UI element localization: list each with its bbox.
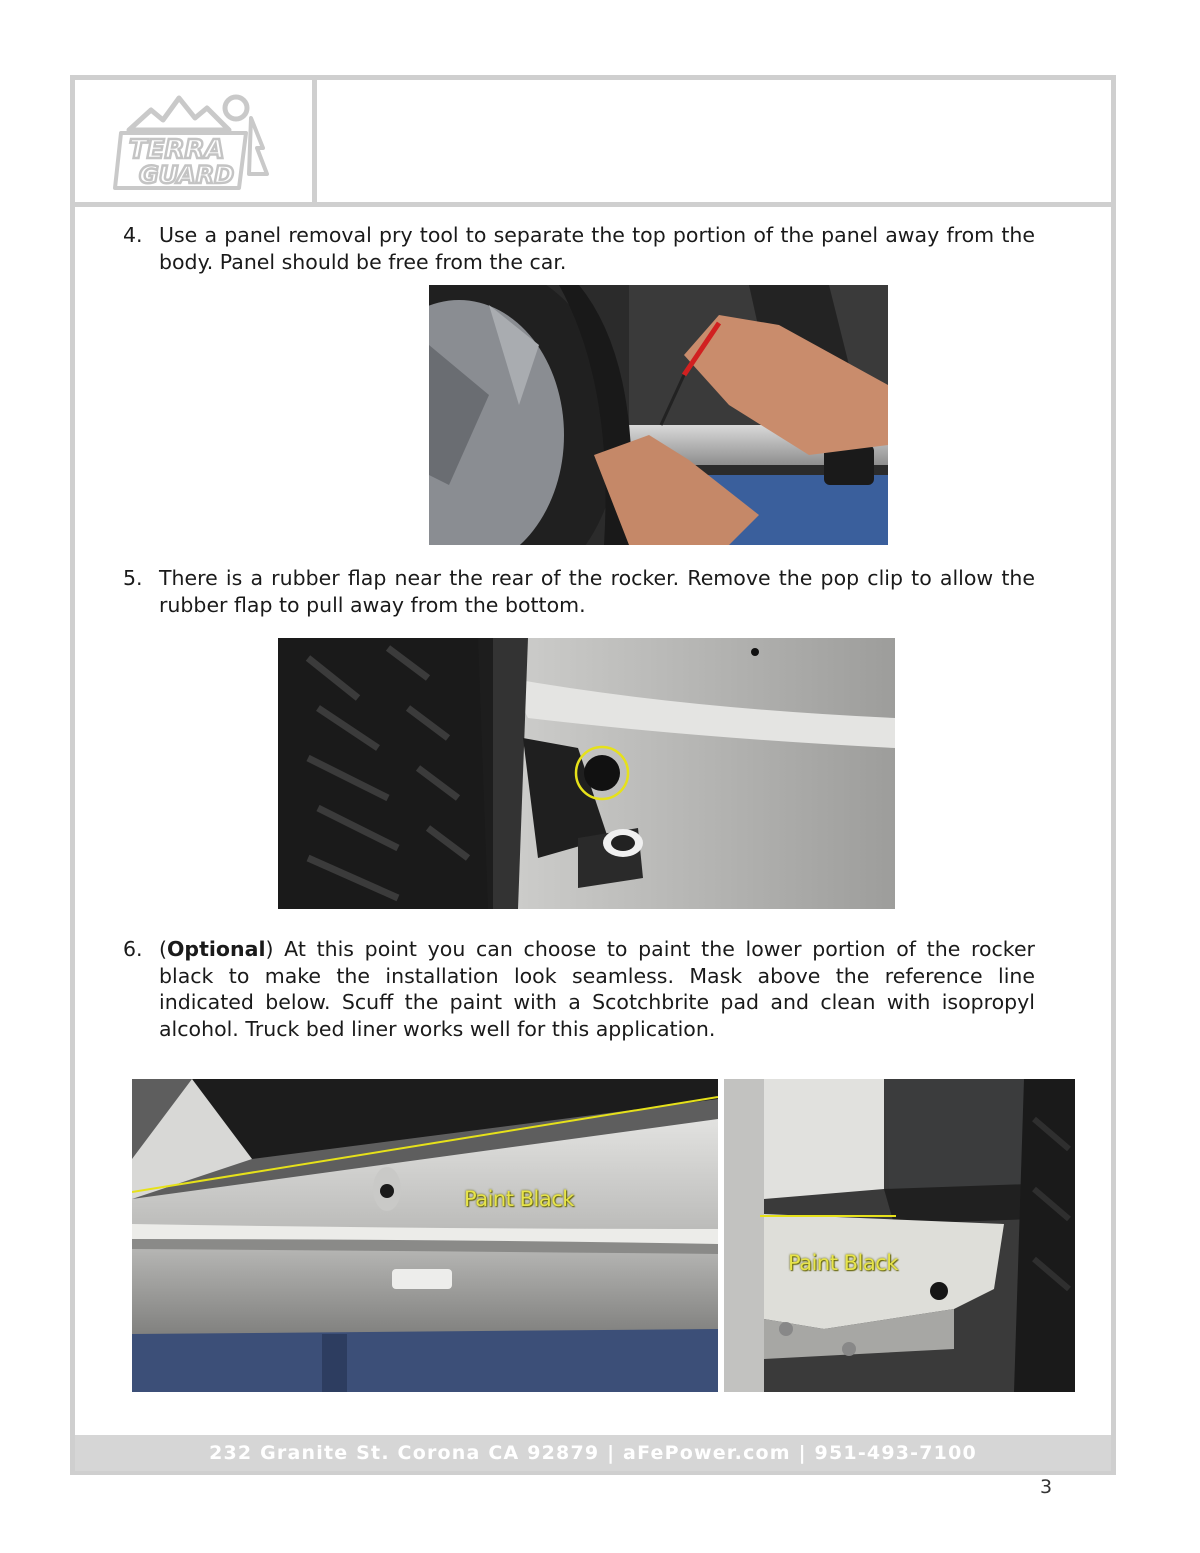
step-text: There is a rubber flap near the rear of the rocker. Remove the pop clip to allow the rubber flap to pull away from the bottom. bbox=[159, 566, 1035, 617]
header-row bbox=[75, 80, 1111, 207]
photo-rocker-rear bbox=[724, 1079, 1075, 1392]
step-text: Use a panel removal pry tool to separate the top portion of the panel away from the body. Panel should be free from the car. bbox=[159, 223, 1035, 274]
paint-black-label: Paint Black bbox=[464, 1187, 574, 1211]
photo-pry-tool bbox=[429, 285, 888, 545]
photo-pop-clip bbox=[278, 638, 895, 909]
step-text-body: ) At this point you can choose to paint the lower portion of the rocker black to make the installation look seamless. Mask above the reference line indicated below. Scuff the paint with a Scotchbrite pad and clean with isopropyl alcohol. Truck bed liner works well for this application. bbox=[159, 937, 1035, 1041]
svg-text:GUARD: GUARD bbox=[139, 161, 235, 189]
step-6 bbox=[123, 936, 1035, 1042]
svg-text:TERRA: TERRA bbox=[129, 135, 225, 165]
step-text bbox=[159, 936, 1035, 1042]
paint-black-label: Paint Black bbox=[788, 1251, 898, 1275]
terra-guard-logo bbox=[111, 88, 271, 198]
footer-bar bbox=[75, 1435, 1111, 1471]
page-number: 3 bbox=[1040, 1476, 1053, 1498]
step-5 bbox=[123, 565, 1035, 618]
step-number: 6. bbox=[123, 937, 143, 961]
step-text-prefix: ( bbox=[159, 937, 167, 961]
optional-label: Optional bbox=[167, 937, 266, 961]
step-number: 5. bbox=[123, 566, 143, 590]
step-number: 4. bbox=[123, 223, 143, 247]
logo-cell bbox=[75, 80, 317, 202]
photo-rocker-side bbox=[132, 1079, 718, 1392]
step-4 bbox=[123, 222, 1035, 275]
footer-contact: 232 Granite St. Corona CA 92879 | aFePower.com | 951-493-7100 bbox=[209, 1442, 977, 1464]
